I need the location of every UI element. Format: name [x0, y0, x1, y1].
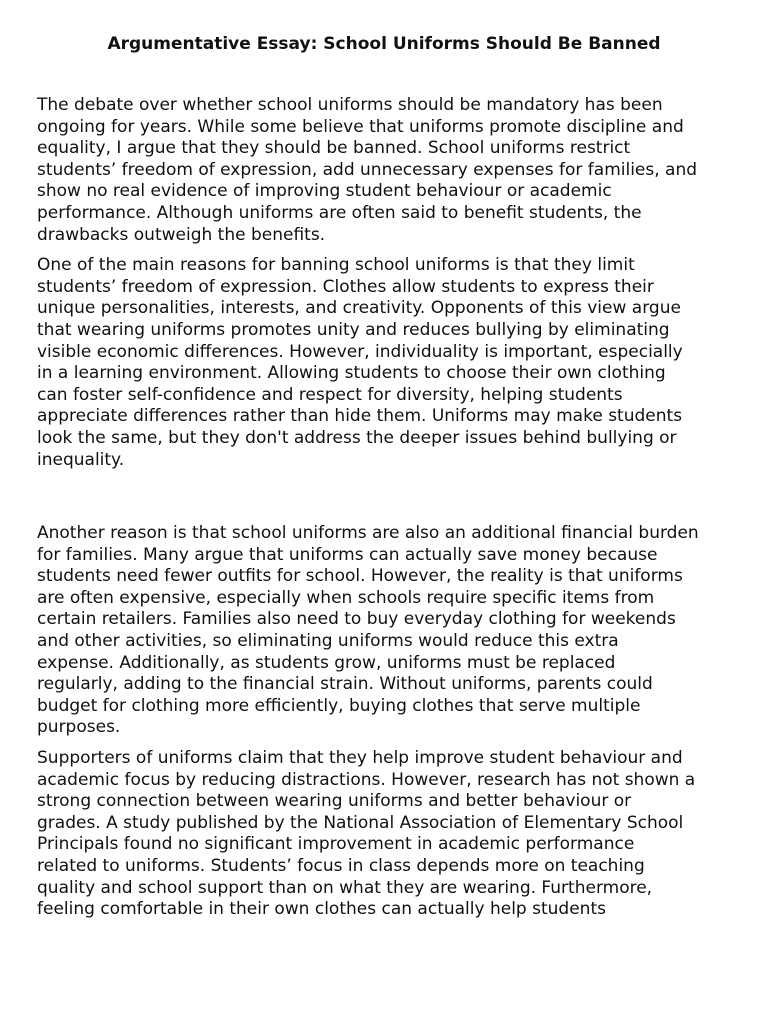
essay-body [37, 95, 742, 921]
paragraph-freedom-of-expression: One of the main reasons for banning school uniforms is that they limit students’ freedom of expression. Clothes allow students to express their unique personalities, interests, and creativity. Opponents of this view argue that wearing uniforms promotes unity and reduces bullying by eliminating visible economic differences. However, individuality is important, especially in a learning environment. Allowing students to choose their own clothing can foster self-confidence and respect for diversity, helping students appreciate differences rather than hide them. Uniforms may make students look the same, but they don't address the deeper issues behind bullying or inequality. [37, 255, 683, 470]
paragraph-introduction: The debate over whether school uniforms should be mandatory has been ongoing for years. While some believe that uniforms promote discipline and equality, I argue that they should be banned. School uniforms restrict students’ freedom of expression, add unnecessary expenses for families, and show no real evidence of improving student behaviour or academic performance. Although uniforms are often said to benefit students, the drawbacks outweigh the benefits. [37, 95, 698, 245]
paragraph-behaviour-and-focus: Supporters of uniforms claim that they help improve student behaviour and academic focus by reducing distractions. However, research has not shown a strong connection between wearing uniforms and better behaviour or grades. A study published by the National Association of Elementary School Principals found no significant improvement in academic performance related to uniforms. Students’ focus in class depends more on teaching quality and school support than on what they are wearing. Furthermore, feeling comfortable in their own clothes can actually help students [37, 748, 696, 920]
paragraph-spacer [37, 246, 742, 255]
essay-title: Argumentative Essay: School Uniforms Should Be Banned [107, 34, 661, 54]
paragraph-spacer [37, 471, 742, 523]
paragraph-financial-burden: Another reason is that school uniforms are also an additional financial burden for families. Many argue that uniforms can actually save money because students need fewer outfits for school. However, the reality is that uniforms are often expensive, especially when schools require specific items from certain retailers. Families also need to buy everyday clothing for weekends and other activities, so eliminating uniforms would reduce this extra expense. Additionally, as students grow, uniforms must be replaced regularly, adding to the financial strain. Without uniforms, parents could budget for clothing more efficiently, buying clothes that serve multiple purposes. [37, 523, 699, 738]
paragraph-spacer [37, 739, 742, 748]
